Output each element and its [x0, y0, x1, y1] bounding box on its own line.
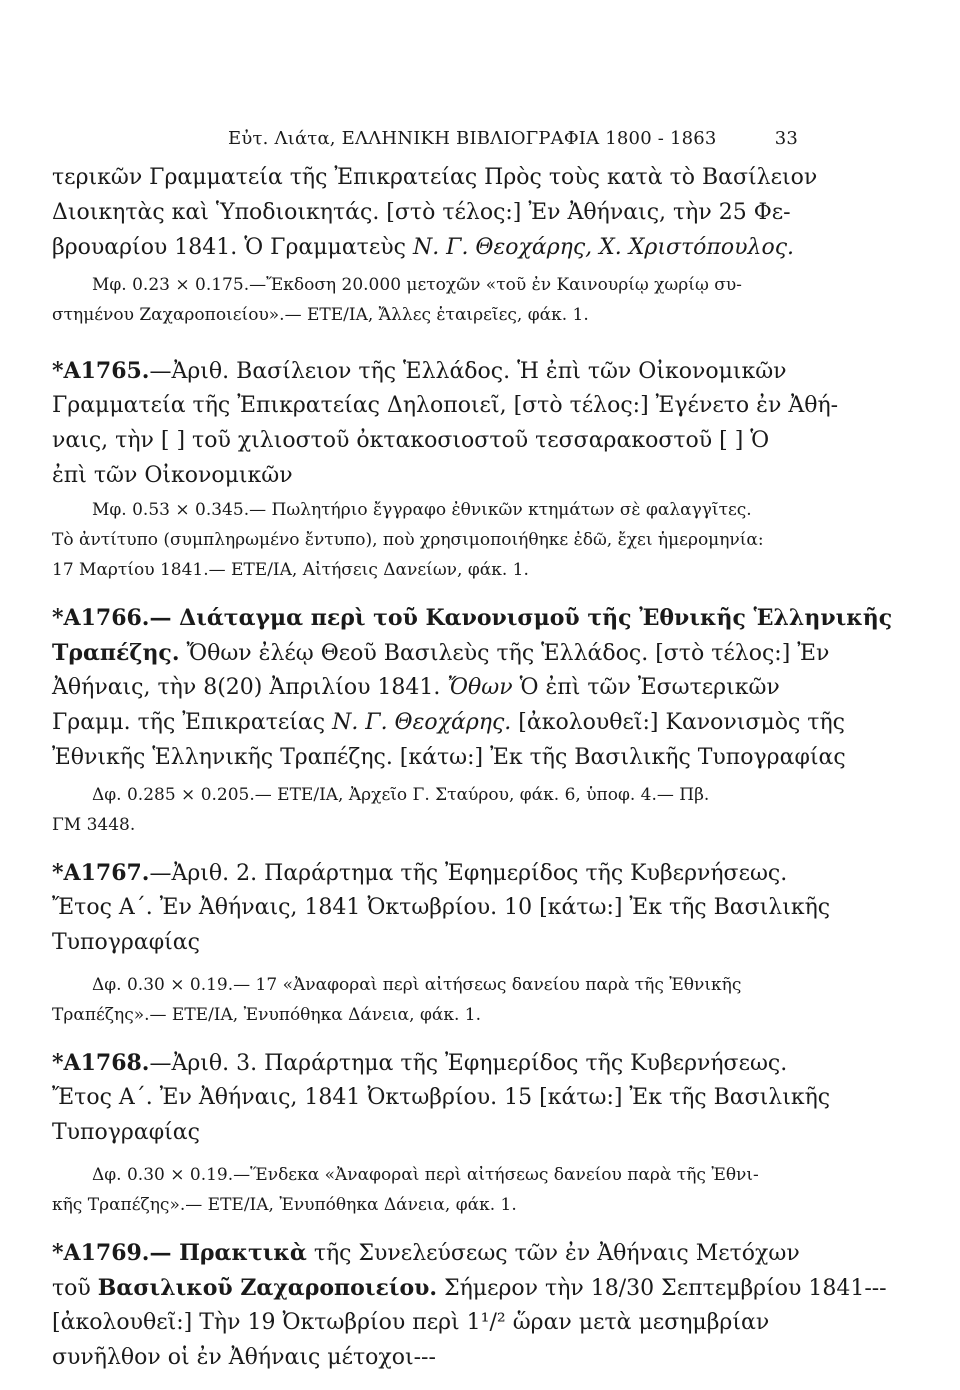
italic-text: Ὄθων — [447, 675, 513, 700]
line-text: συνῆλθον οἱ ἐν Ἀθήναις μέτοχοι--- — [52, 1345, 436, 1370]
text-line — [52, 1120, 200, 1145]
line-text: Μφ. 0.53 × 0.345.— Πωλητήριο ἔγγραφο ἐθνικῶν κτημάτων σὲ φαλαγγῖτες. — [92, 500, 752, 520]
italic-text: Ν. Γ. Θεοχάρης, Χ. Χριστόπουλος. — [412, 235, 795, 260]
line-text: Τὸ ἀντίτυπο (συμπληρωμένο ἔντυπο), ποὺ χρησιμοποιήθηκε ἐδῶ, ἔχει ἡμερομηνία: — [52, 530, 764, 550]
line-text: ἐπὶ τῶν Οἰκονομικῶν — [52, 463, 293, 488]
text-line — [52, 1310, 769, 1335]
running-header — [228, 128, 798, 149]
text-line — [92, 785, 709, 805]
line-text: τοῦ — [52, 1276, 98, 1301]
bold-text: *Α1769.— Πρακτικὰ — [52, 1240, 307, 1266]
bold-text: *Α1765. — [52, 358, 150, 384]
text-line — [52, 895, 830, 920]
bold-text: *Α1766.— Διάταγμα περὶ τοῦ Κανονισμοῦ τῆς Ἐθνικῆς Ἑλληνικῆς — [52, 605, 893, 631]
line-text: Σήμερον τὴν 18/30 Σεπτεμβρίου 1841--- — [437, 1276, 887, 1301]
text-line — [92, 275, 742, 295]
line-text: Τυπογραφίας — [52, 930, 200, 955]
bold-text: *Α1768. — [52, 1050, 150, 1076]
text-line — [52, 1240, 800, 1266]
text-line — [52, 860, 787, 886]
line-text: 17 Μαρτίου 1841.— ΕΤΕ/ΙΑ, Αἰτήσεις Δανείων, φάκ. 1. — [52, 560, 529, 580]
line-text: τερικῶν Γραμματεία τῆς Ἐπικρατείας Πρὸς τοὺς κατὰ τὸ Βασίλειον — [52, 165, 818, 190]
line-text: Ὁ ἐπὶ τῶν Ἐσωτερικῶν — [512, 675, 780, 700]
line-text: Γραμμ. τῆς Ἐπικρατείας — [52, 710, 333, 735]
text-line — [92, 1165, 759, 1185]
text-line — [52, 1085, 830, 1110]
text-line — [92, 975, 741, 995]
line-text: —Ἀριθ. 2. Παράρτημα τῆς Ἐφημερίδος τῆς Κυβερνήσεως. — [149, 861, 788, 886]
bold-text: Τραπέζης. — [52, 640, 180, 666]
line-text: ΓΜ 3448. — [52, 815, 136, 835]
text-line — [52, 463, 293, 488]
line-text: —Ἀριθ. 3. Παράρτημα τῆς Ἐφημερίδος τῆς Κυβερνήσεως. — [149, 1051, 788, 1076]
line-text: Δφ. 0.285 × 0.205.— ΕΤΕ/ΙΑ, Ἀρχεῖο Γ. Σταύρου, φάκ. 6, ὑποφ. 4.— Πβ. — [92, 785, 710, 805]
text-line — [52, 745, 846, 770]
line-text: —Ἀριθ. Βασίλειον τῆς Ἑλλάδος. Ἡ ἐπὶ τῶν Οἰκονομικῶν — [149, 359, 787, 384]
text-line — [52, 605, 892, 631]
line-text: Ὄθων ἐλέῳ Θεοῦ Βασιλεὺς τῆς Ἑλλάδος. [στὸ τέλος:] Ἐν — [179, 641, 830, 666]
line-text: [ἀκολουθεῖ:] Τὴν 19 Ὀκτωβρίου περὶ 1¹/² ὥραν μετὰ μεσημβρίαν — [52, 1310, 770, 1335]
page-number: 33 — [774, 128, 798, 149]
text-line — [52, 815, 135, 835]
text-line — [52, 235, 794, 260]
text-line — [52, 305, 589, 325]
text-line — [52, 530, 764, 550]
text-line — [52, 1195, 517, 1215]
text-line — [52, 1345, 436, 1370]
line-text: κῆς Τραπέζης».— ΕΤΕ/ΙΑ, Ἐνυπόθηκα Δάνεια, φάκ. 1. — [52, 1195, 517, 1215]
line-text: Ἀθήναις, τὴν 8(20) Ἀπριλίου 1841. — [52, 675, 448, 700]
text-line — [92, 500, 752, 520]
bold-text: *Α1767. — [52, 860, 150, 886]
text-line — [52, 930, 200, 955]
line-text: Δφ. 0.30 × 0.19.—Ἕνδεκα «Ἀναφοραὶ περὶ αἰτήσεως δανείου παρὰ τῆς Ἐθνι- — [92, 1165, 759, 1185]
italic-text: Ν. Γ. Θεοχάρης. — [332, 710, 512, 735]
line-text: Μφ. 0.23 × 0.175.—Ἔκδοση 20.000 μετοχῶν «τοῦ ἐν Καινουρίῳ χωρίῳ συ- — [92, 275, 742, 295]
line-text: [ἀκολουθεῖ:] Κανονισμὸς τῆς — [511, 710, 845, 735]
line-text: Δφ. 0.30 × 0.19.— 17 «Ἀναφοραὶ περὶ αἰτήσεως δανείου παρὰ τῆς Ἐθνικῆς — [92, 975, 742, 995]
text-line — [52, 165, 817, 190]
text-line — [52, 560, 529, 580]
line-text: Ἔτος Α΄. Ἐν Ἀθήναις, 1841 Ὀκτωβρίου. 10 [κάτω:] Ἐκ τῆς Βασιλικῆς — [52, 895, 831, 920]
text-line — [52, 675, 780, 700]
text-line — [52, 428, 769, 453]
text-line — [52, 393, 838, 418]
line-text: Ἐθνικῆς Ἑλληνικῆς Τραπέζης. [κάτω:] Ἐκ τῆς Βασιλικῆς Τυπογραφίας — [52, 745, 846, 770]
line-text: στημένου Ζαχαροποιείου».— ΕΤΕ/ΙΑ, Ἄλλες ἑταιρεῖες, φάκ. 1. — [52, 305, 589, 325]
line-text: βρουαρίου 1841. Ὁ Γραμματεὺς — [52, 235, 413, 260]
text-line — [52, 200, 791, 225]
text-line — [52, 1275, 887, 1301]
line-text: τῆς Συνελεύσεως τῶν ἐν Ἀθήναις Μετόχων — [306, 1241, 800, 1266]
bold-text: Βασιλικοῦ Ζαχαροποιείου. — [97, 1275, 438, 1301]
line-text: Τυπογραφίας — [52, 1120, 200, 1145]
running-title: Εὐτ. Λιάτα, ΕΛΛΗΝΙΚΗ ΒΙΒΛΙΟΓΡΑΦΙΑ 1800 - 1863 — [228, 128, 717, 149]
text-line — [52, 710, 845, 735]
text-line — [52, 1005, 481, 1025]
line-text: Γραμματεία τῆς Ἐπικρατείας Δηλοποιεῖ, [στὸ τέλος:] Ἐγένετο ἐν Ἀθή- — [52, 393, 839, 418]
text-line — [52, 1050, 787, 1076]
line-text: Τραπέζης».— ΕΤΕ/ΙΑ, Ἐνυπόθηκα Δάνεια, φάκ. 1. — [52, 1005, 482, 1025]
text-line — [52, 358, 787, 384]
line-text: Διοικητὰς καὶ Ὑποδιοικητάς. [στὸ τέλος:] Ἐν Ἀθήναις, τὴν 25 Φε- — [52, 200, 791, 225]
line-text: Ἔτος Α΄. Ἐν Ἀθήναις, 1841 Ὀκτωβρίου. 15 [κάτω:] Ἐκ τῆς Βασιλικῆς — [52, 1085, 831, 1110]
line-text: ναις, τὴν [ ] τοῦ χιλιοστοῦ ὀκτακοσιοστοῦ τεσσαρακοστοῦ [ ] Ὁ — [52, 428, 770, 453]
text-line — [52, 640, 829, 666]
